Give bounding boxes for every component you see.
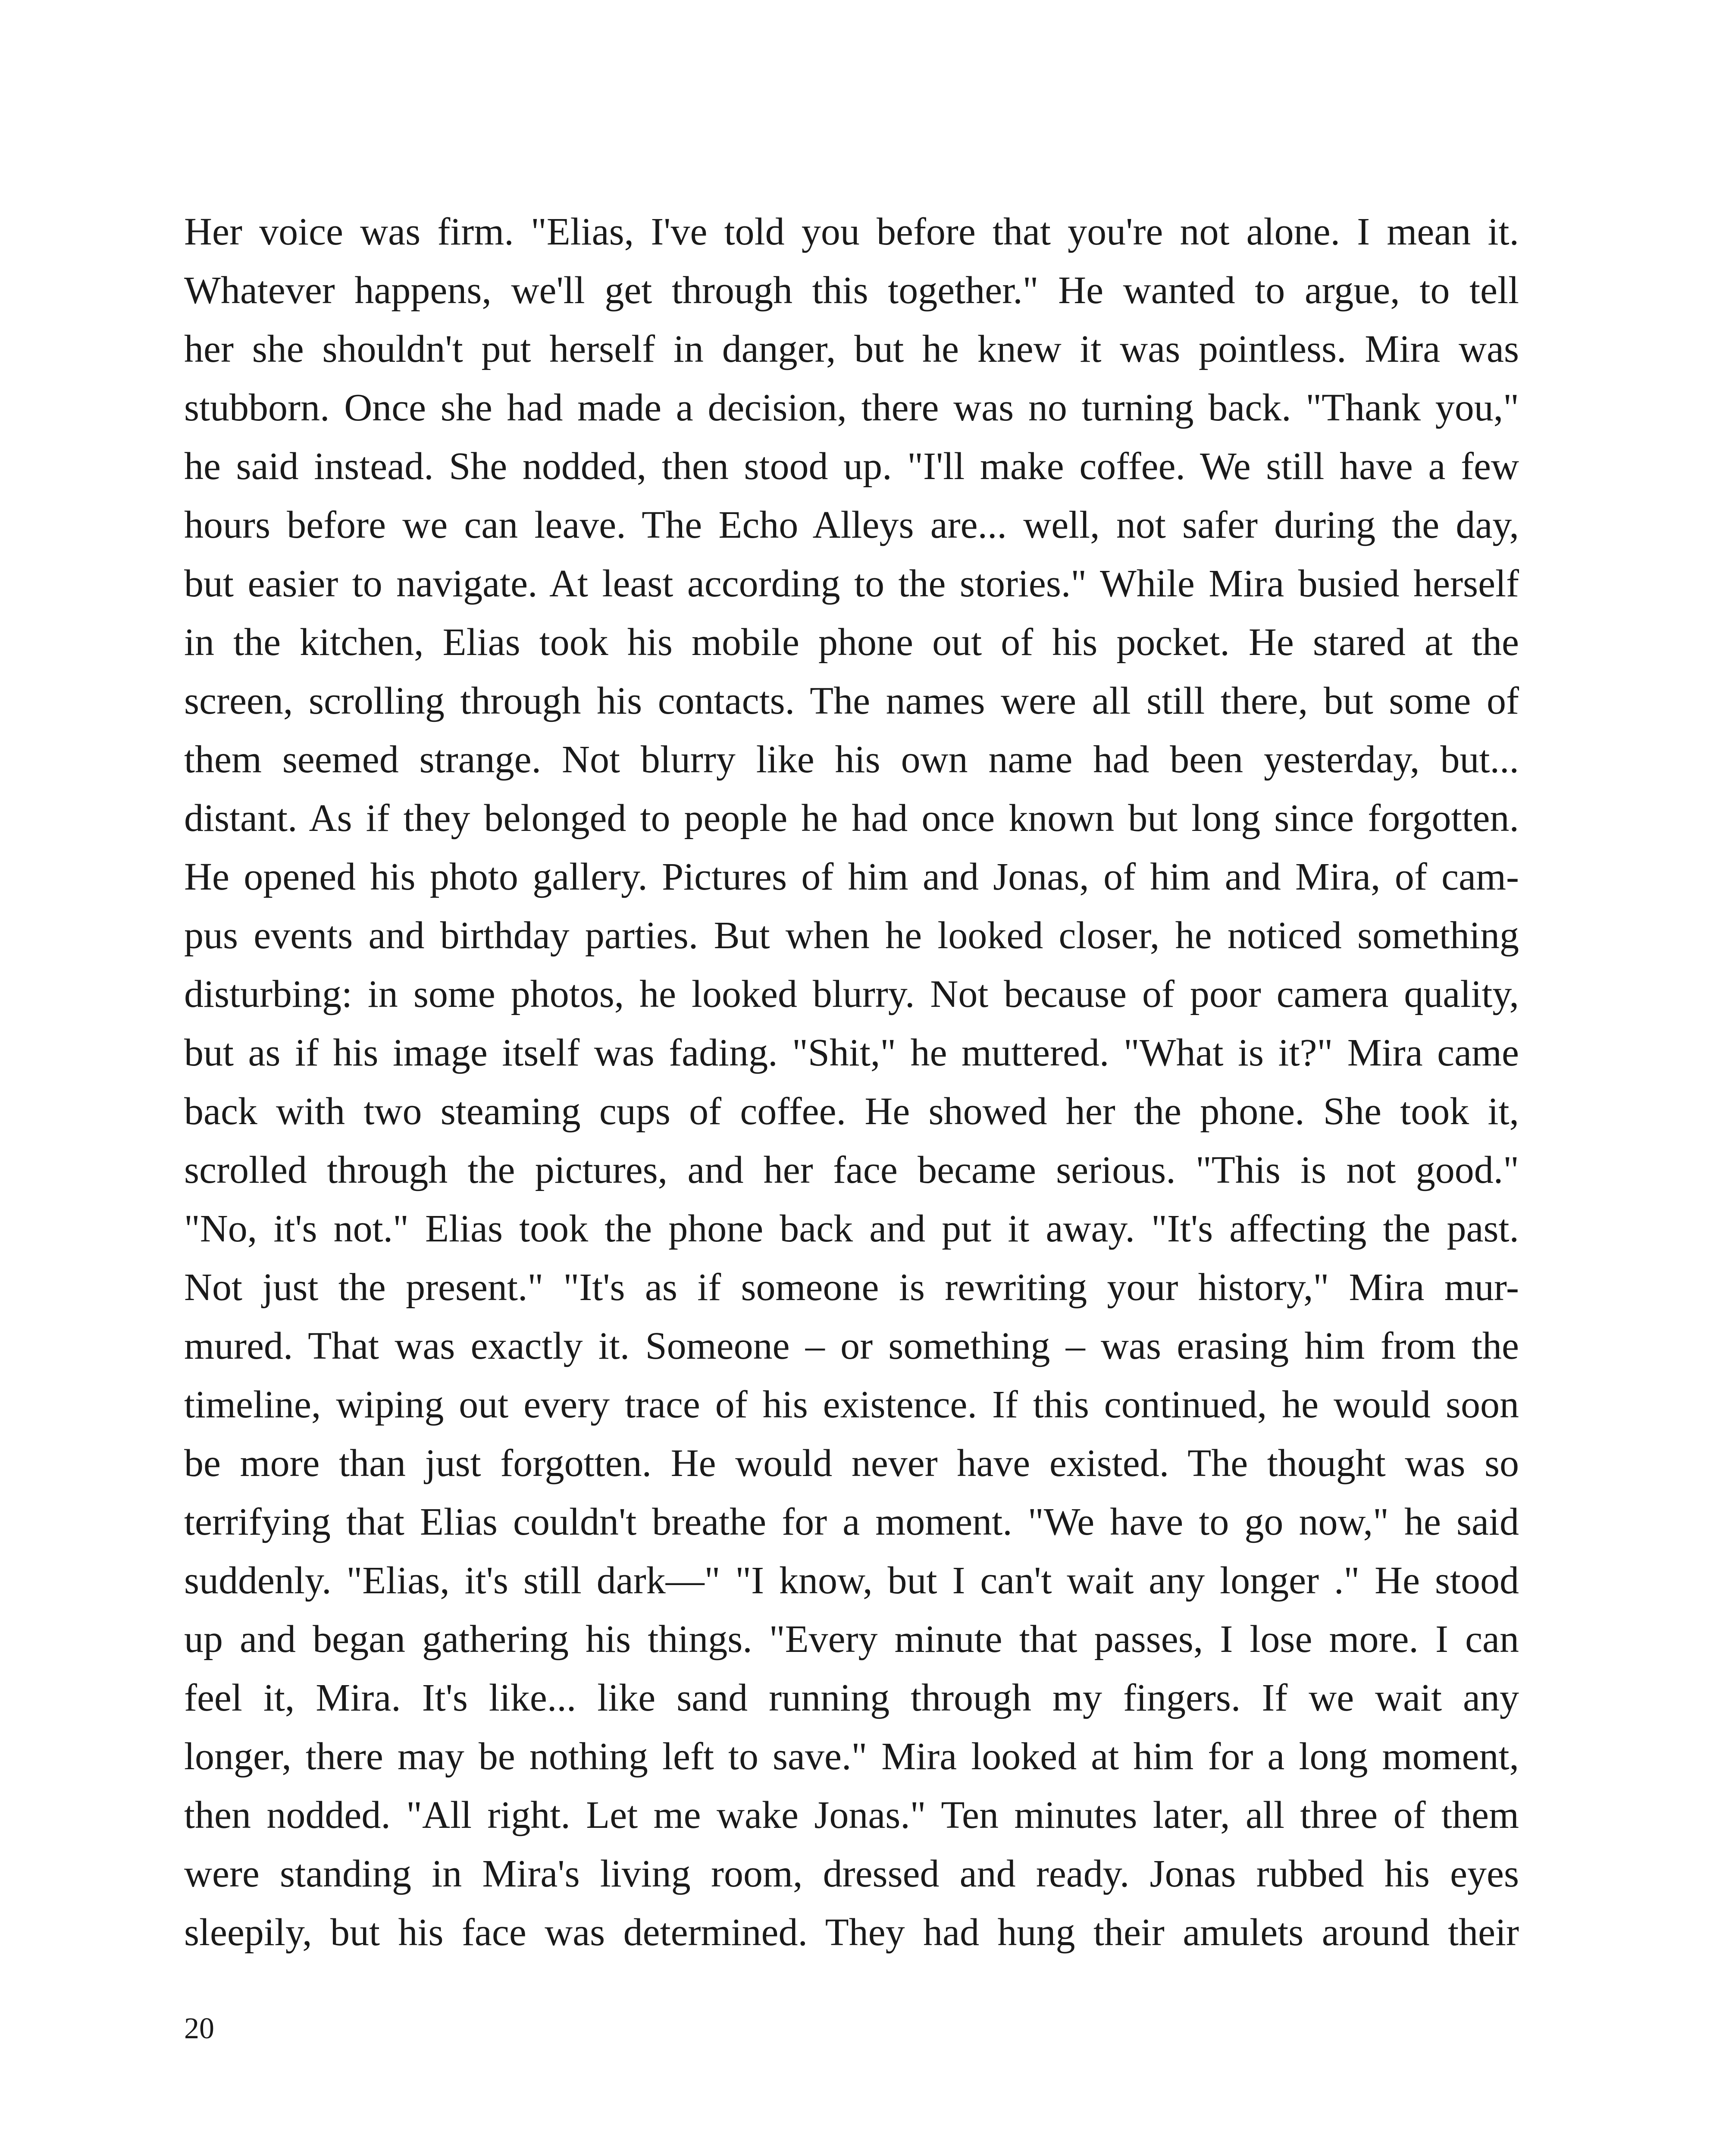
text-line: but easier to navigate. At least according to the stories." While Mira busied herself [184,562,1519,605]
text-line: he said instead. She nodded, then stood up. "I'll make coffee. We still have a few [184,445,1519,488]
text-line: distant. As if they belonged to people he had once known but long since forgotten. [184,797,1519,840]
text-line: Her voice was firm. "Elias, I've told you before that you're not alone. I mean it. [184,210,1519,253]
text-line: then nodded. "All right. Let me wake Jonas." Ten minutes later, all three of them [184,1794,1519,1836]
text-line: mured. That was exactly it. Someone – or something – was erasing him from the [184,1325,1519,1367]
text-line: suddenly. "Elias, it's still dark—" "I know, but I can't wait any longer ." He stood [184,1559,1519,1602]
text-line: scrolled through the pictures, and her face became serious. "This is not good." [184,1149,1519,1191]
text-line: He opened his photo gallery. Pictures of him and Jonas, of him and Mira, of cam- [184,856,1519,898]
text-line: disturbing: in some photos, he looked blurry. Not because of poor camera quality, [184,973,1519,1015]
text-line: sleepily, but his face was determined. They had hung their amulets around their [184,1911,1519,1954]
text-line: them seemed strange. Not blurry like his own name had been yesterday, but... [184,738,1519,781]
text-line: back with two steaming cups of coffee. He showed her the phone. She took it, [184,1090,1519,1133]
text-line: "No, it's not." Elias took the phone back and put it away. "It's affecting the past. [184,1207,1519,1250]
text-line: up and began gathering his things. "Every minute that passes, I lose more. I can [184,1618,1519,1661]
text-line: terrifying that Elias couldn't breathe for a moment. "We have to go now," he said [184,1501,1519,1543]
text-line: in the kitchen, Elias took his mobile phone out of his pocket. He stared at the [184,621,1519,664]
text-line: feel it, Mira. It's like... like sand running through my fingers. If we wait any [184,1677,1519,1719]
text-line: screen, scrolling through his contacts. The names were all still there, but some of [184,680,1519,722]
text-line: but as if his image itself was fading. "Shit," he muttered. "What is it?" Mira came [184,1031,1519,1074]
body-text [184,203,1519,1962]
text-line: timeline, wiping out every trace of his existence. If this continued, he would soon [184,1383,1519,1426]
text-line: Not just the present." "It's as if someone is rewriting your history," Mira mur- [184,1266,1519,1309]
text-line: stubborn. Once she had made a decision, there was no turning back. "Thank you," [184,386,1519,429]
text-line: her she shouldn't put herself in danger, but he knew it was pointless. Mira was [184,328,1519,370]
text-line: pus events and birthday parties. But when he looked closer, he noticed something [184,914,1519,957]
text-line: longer, there may be nothing left to save." Mira looked at him for a long moment, [184,1735,1519,1778]
text-line: be more than just forgotten. He would never have existed. The thought was so [184,1442,1519,1485]
text-line: were standing in Mira's living room, dressed and ready. Jonas rubbed his eyes [184,1852,1519,1895]
text-line: Whatever happens, we'll get through this together." He wanted to argue, to tell [184,269,1519,312]
page-number: 20 [184,2012,214,2045]
text-line: hours before we can leave. The Echo Alleys are... well, not safer during the day, [184,504,1519,546]
